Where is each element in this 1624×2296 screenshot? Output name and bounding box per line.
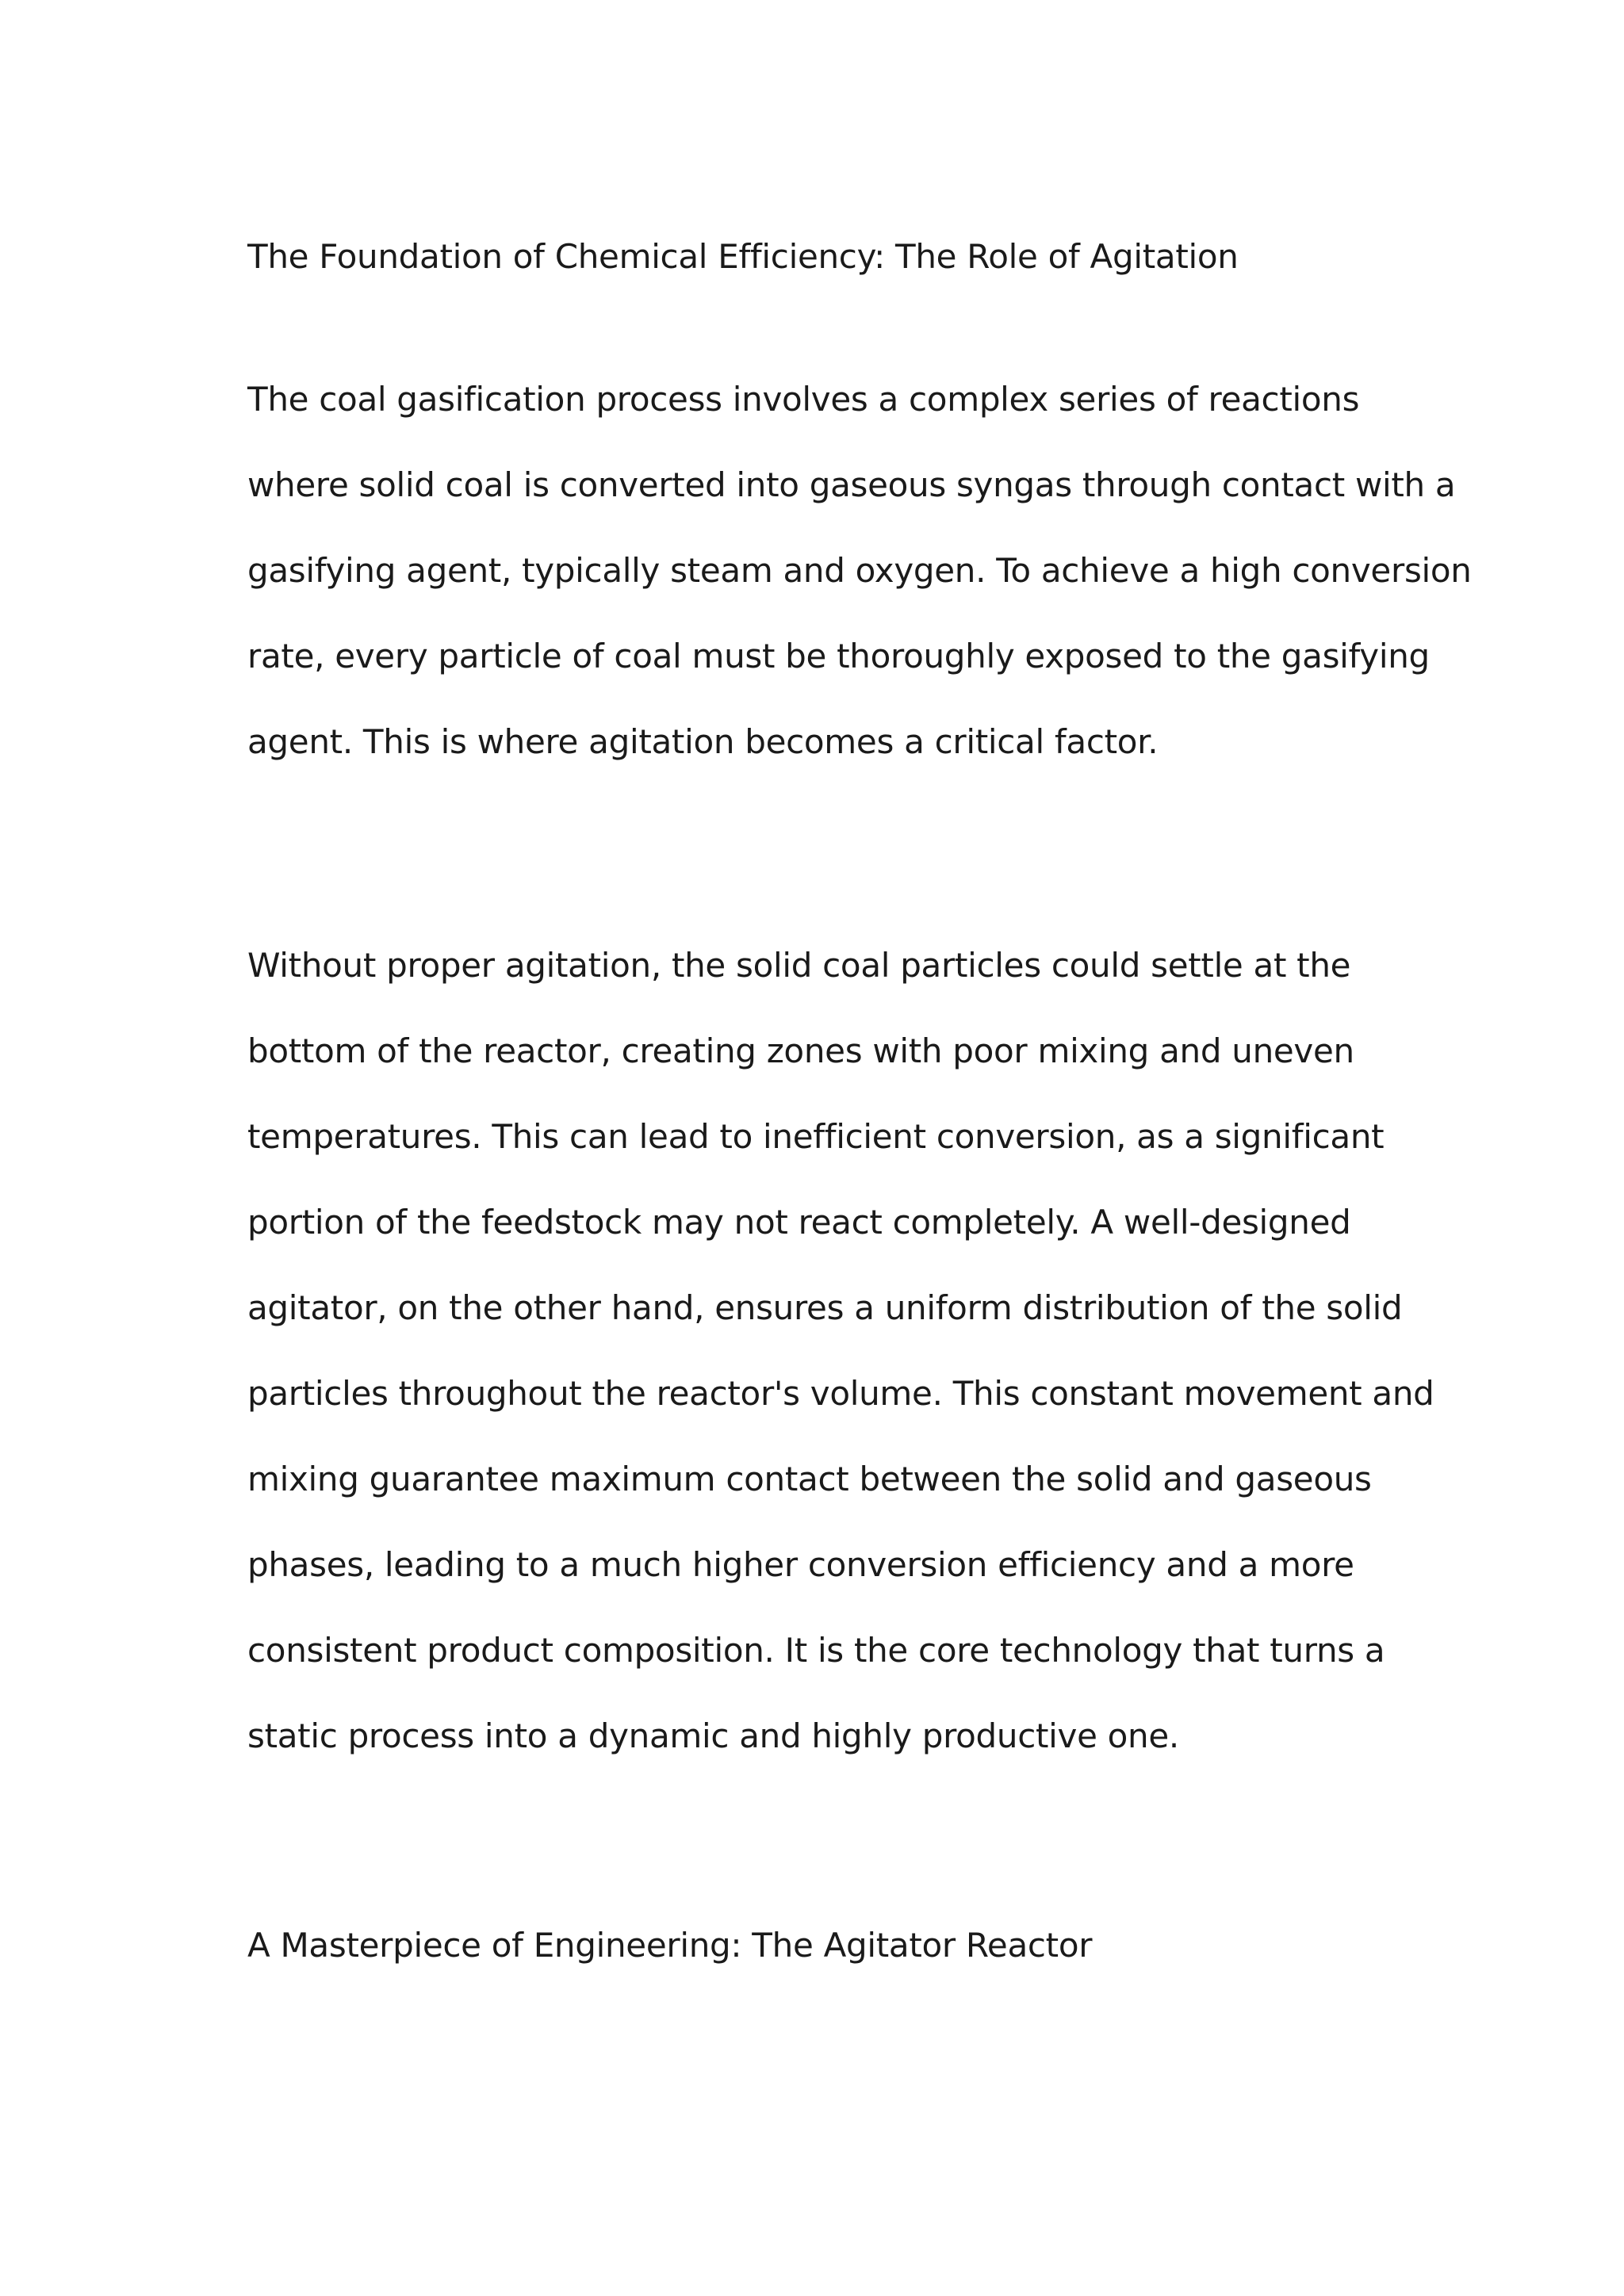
section-heading-agitator-reactor: A Masterpiece of Engineering: The Agitator Reactor (247, 1926, 1093, 1965)
text-line: particles throughout the reactor's volume. This constant movement and (247, 1374, 1434, 1413)
text-line: bottom of the reactor, creating zones with poor mixing and uneven (247, 1031, 1354, 1070)
text-line: mixing guarantee maximum contact between the solid and gaseous (247, 1460, 1372, 1498)
paragraph-agitation-benefits (247, 923, 1434, 1779)
text-line: temperatures. This can lead to inefficient conversion, as a significant (247, 1117, 1385, 1156)
text-line: The coal gasification process involves a complex series of reactions (247, 380, 1360, 419)
text-line: Without proper agitation, the solid coal particles could settle at the (247, 946, 1351, 985)
text-line: phases, leading to a much higher conversion efficiency and a more (247, 1545, 1354, 1584)
text-line: rate, every particle of coal must be thoroughly exposed to the gasifying (247, 637, 1430, 675)
text-line: where solid coal is converted into gaseous syngas through contact with a (247, 465, 1456, 504)
text-line: agitator, on the other hand, ensures a uniform distribution of the solid (247, 1288, 1403, 1327)
text-line: static process into a dynamic and highly productive one. (247, 1716, 1179, 1755)
text-line: consistent product composition. It is the core technology that turns a (247, 1631, 1385, 1670)
text-line: portion of the feedstock may not react completely. A well-designed (247, 1203, 1351, 1242)
paragraph-gasification-intro (247, 357, 1472, 785)
text-line: agent. This is where agitation becomes a critical factor. (247, 722, 1159, 761)
section-heading-role-of-agitation: The Foundation of Chemical Efficiency: The Role of Agitation (247, 237, 1239, 276)
text-line: gasifying agent, typically steam and oxygen. To achieve a high conversion (247, 551, 1472, 590)
